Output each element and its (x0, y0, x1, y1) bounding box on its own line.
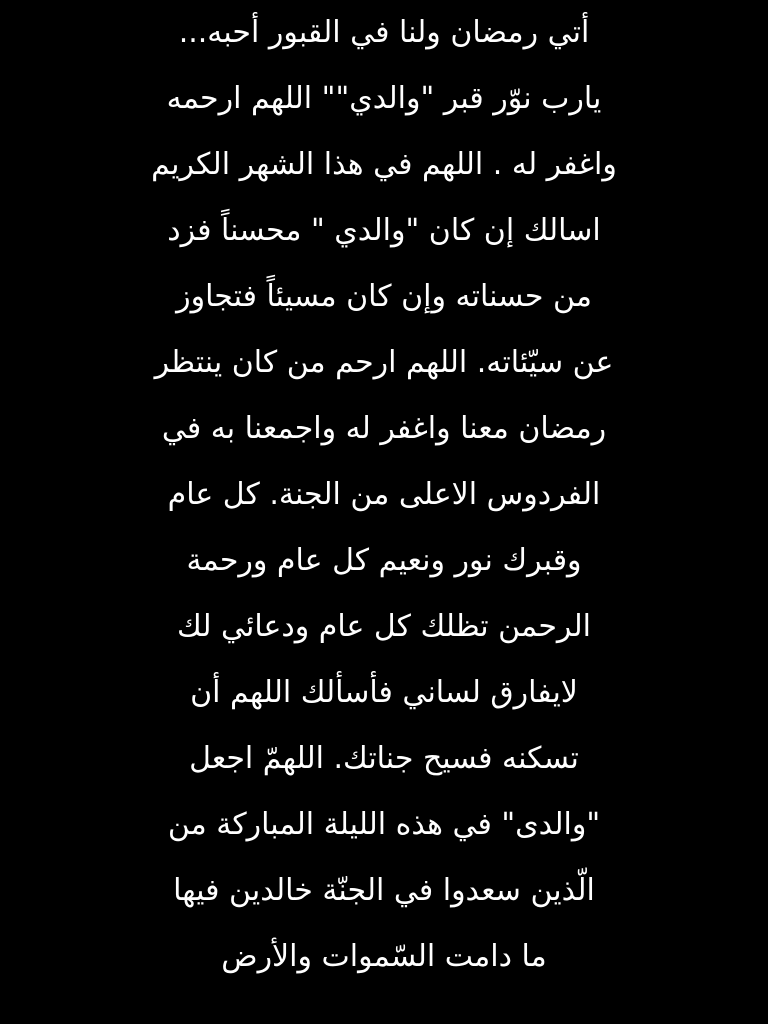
text-line-9: وقبرك نور ونعيم كل عام ورحمة (186, 543, 582, 578)
text-line-12: تسكنه فسيح جناتك. اللهمّ اجعل (189, 741, 579, 776)
text-line-11: لايفارق لساني فأسألك اللهم أن (190, 675, 578, 710)
text-line-10: الرحمن تظلك كل عام ودعائي لك (177, 609, 591, 644)
text-line-15: ما دامت السّموات والأرض (221, 939, 547, 974)
text-line-8: الفردوس الاعلى من الجنة. كل عام (167, 477, 601, 512)
text-line-4: اسالك إن كان "والدي " محسناً فزد (167, 213, 601, 248)
text-line-5: من حسناته وإن كان مسيئاً فتجاوز (176, 279, 592, 314)
text-line-3: واغفر له . اللهم في هذا الشهر الكريم (151, 147, 617, 182)
text-line-6: عن سيّئاته. اللهم ارحم من كان ينتظر (154, 345, 614, 380)
text-line-1: أتي رمضان ولنا في القبور أحبه... (178, 15, 590, 50)
text-line-13: "والدى" في هذه الليلة المباركة من (167, 807, 601, 842)
text-line-7: رمضان معنا واغفر له واجمعنا به في (161, 411, 607, 446)
text-line-14: الّذين سعدوا في الجنّة خالدين فيها (173, 873, 595, 908)
text-line-2: يارب نوّر قبر "والدي"" اللهم ارحمه (166, 81, 602, 116)
